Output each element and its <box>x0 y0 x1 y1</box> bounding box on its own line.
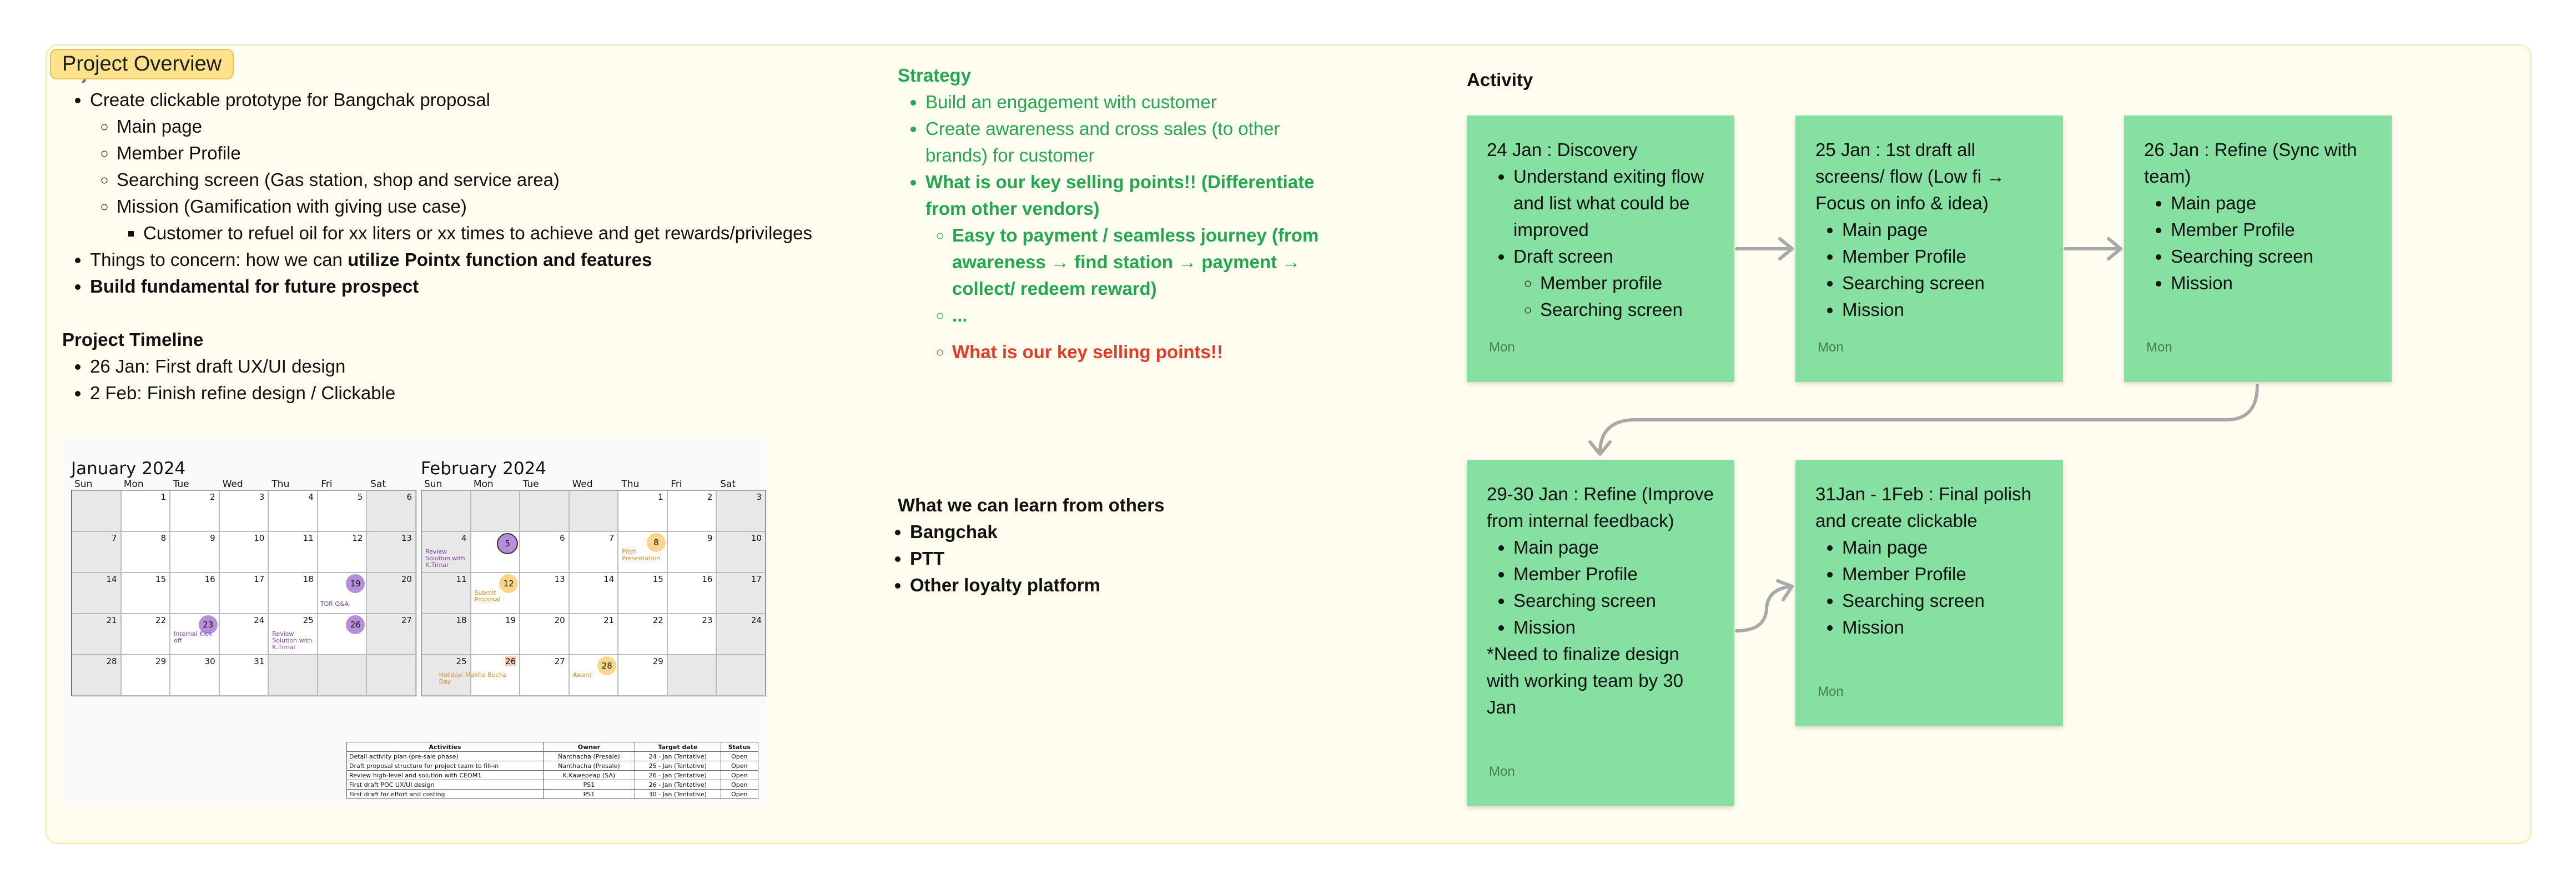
calendar-day-cell <box>72 490 121 531</box>
list-item: • Mission <box>2171 270 2372 297</box>
calendar-day-cell <box>569 490 618 531</box>
list-item: • Build an engagement with customer <box>925 89 1320 115</box>
calendar-day-cell <box>520 572 569 614</box>
activity-plan-table <box>346 742 758 799</box>
day-number: 22 <box>155 615 167 625</box>
highlighted-day: 23 <box>199 615 218 634</box>
weekday-label: Thu <box>621 479 640 490</box>
day-number: 26 <box>505 656 516 666</box>
day-number: 16 <box>702 574 713 584</box>
day-number: 4 <box>461 533 467 543</box>
day-number: 24 <box>254 615 265 625</box>
list-item: • Understand exiting flow and list what could be improved <box>1513 163 1714 243</box>
list-item-bold-text: utilize Pointx function and features <box>348 249 652 270</box>
day-number: 17 <box>254 574 265 584</box>
sticky-title: 25 Jan : 1st draft all screens/ flow (Low fi → Focus on info & idea) <box>1815 139 2005 213</box>
calendar-day-cell <box>318 572 367 614</box>
day-number: 11 <box>303 533 314 543</box>
table-cell: PS1 <box>544 790 635 799</box>
calendar-day-cell <box>520 490 569 531</box>
weekday-label: Mon <box>123 479 144 490</box>
calendar-day-cell <box>318 531 367 572</box>
day-number: 10 <box>254 533 265 543</box>
day-number: 6 <box>406 492 412 502</box>
sticky-author: Mon <box>1818 340 1844 355</box>
calendar-day-cell <box>170 572 219 614</box>
list-item: • PTT <box>910 545 1320 572</box>
day-number: 17 <box>751 574 762 584</box>
calendar-day-cell <box>121 655 170 696</box>
day-number: 18 <box>303 574 314 584</box>
list-item: • Draft screen <box>1513 243 1714 270</box>
list-item: • Member Profile <box>1842 243 2043 270</box>
list-item: ◦ Member profile <box>1540 270 1714 297</box>
day-number: 19 <box>505 615 516 625</box>
column-header: Owner <box>544 742 635 752</box>
calendar-day-cell <box>121 490 170 531</box>
calendar-day-cell <box>421 572 471 614</box>
strategy-block <box>898 62 1320 365</box>
table-cell: Detail activity plan (pre-sale phase) <box>347 752 544 761</box>
column-header: Target date <box>635 742 721 752</box>
table-cell: Open <box>721 780 758 790</box>
calendar-event-note: TOR Q&A <box>320 600 349 607</box>
sticky-title: 31Jan - 1Feb : Final polish and create clickable <box>1815 484 2031 531</box>
day-number: 25 <box>456 656 467 666</box>
day-number: 20 <box>554 615 565 625</box>
calendar-day-cell <box>219 490 269 531</box>
calendar-day-cell <box>667 572 717 614</box>
day-number: 22 <box>652 615 663 625</box>
calendar-day-cell <box>421 614 471 655</box>
day-number: 16 <box>204 574 215 584</box>
highlighted-day: 26 <box>346 615 365 634</box>
project-timeline <box>62 327 562 406</box>
day-number: 7 <box>608 533 615 543</box>
calendar-image[interactable] <box>62 438 767 804</box>
sticky-note[interactable] <box>2124 115 2392 382</box>
calendar-day-cell <box>72 655 121 696</box>
calendar-grid <box>71 490 416 696</box>
sticky-author: Mon <box>2146 340 2172 355</box>
list-item: • Other loyalty platform <box>910 572 1320 599</box>
weekday-header <box>71 479 416 490</box>
table-header-row <box>347 742 758 752</box>
list-item: ◦ Main page <box>117 113 867 140</box>
calendar-day-cell <box>72 614 121 655</box>
calendar-day-cell <box>268 655 318 696</box>
calendar-day-cell <box>667 614 717 655</box>
day-number: 28 <box>106 656 117 666</box>
calendar-january <box>71 459 416 696</box>
calendar-day-cell <box>716 490 766 531</box>
sticky-title: 26 Jan : Refine (Sync with team) <box>2144 139 2357 187</box>
calendar-day-cell <box>318 490 367 531</box>
weekday-label: Sun <box>74 479 93 490</box>
learn-heading: What we can learn from others <box>898 495 1165 515</box>
calendar-day-cell <box>618 614 667 655</box>
calendar-february <box>421 459 766 696</box>
day-number: 15 <box>652 574 663 584</box>
calendar-day-cell <box>667 655 717 696</box>
table-cell: Nanthacha (Presale) <box>544 752 635 761</box>
column-header: Status <box>721 742 758 752</box>
table-cell: 30 - Jan (Tentative) <box>635 790 721 799</box>
weekday-label: Fri <box>321 479 333 490</box>
table-cell: Open <box>721 771 758 780</box>
list-item: ◦ Mission (Gamification with giving use case) <box>117 193 867 220</box>
list-item: • Create clickable prototype for Bangchak proposal <box>90 87 867 113</box>
list-item: ◦ Searching screen (Gas station, shop and service area) <box>117 167 867 193</box>
sticky-footer-note: *Need to finalize design with working team by 30 Jan <box>1487 644 1683 717</box>
sticky-author: Mon <box>1489 764 1515 779</box>
calendar-day-cell <box>268 531 318 572</box>
list-item: • Mission <box>1842 297 2043 323</box>
sticky-note[interactable] <box>1795 460 2063 726</box>
weekday-label: Wed <box>572 479 593 490</box>
list-item: ◦ Searching screen <box>1540 297 1714 323</box>
list-item: • Mission <box>1513 614 1714 641</box>
weekday-label: Thu <box>271 479 290 490</box>
table-cell: Open <box>721 790 758 799</box>
list-item: ◦ What is our key selling points!! <box>952 339 1320 365</box>
calendar-day-cell <box>471 614 520 655</box>
highlighted-day: 12 <box>499 574 518 593</box>
sticky-author: Mon <box>1818 684 1844 699</box>
highlighted-day: 28 <box>597 656 616 675</box>
list-item: • Bangchak <box>910 519 1320 545</box>
calendar-day-cell <box>170 655 219 696</box>
day-number: 9 <box>210 533 215 543</box>
day-number: 10 <box>751 533 762 543</box>
day-number: 15 <box>155 574 167 584</box>
sticky-note[interactable] <box>1467 115 1734 382</box>
weekday-label: Tue <box>522 479 539 490</box>
calendar-day-cell <box>366 572 416 614</box>
calendar-event-note: Pitch Presentation <box>622 548 661 562</box>
calendar-event-note: Review Solution with K.Tirnai <box>272 630 312 651</box>
list-item: ◦ ... <box>952 302 1320 329</box>
table-cell: Draft proposal structure for project team to fill-in <box>347 761 544 771</box>
day-number: 9 <box>707 533 713 543</box>
learn-block <box>898 492 1320 599</box>
list-item: • Main page <box>1842 534 2043 561</box>
calendar-day-cell <box>716 531 766 572</box>
calendar-day-cell <box>667 490 717 531</box>
calendar-day-cell <box>366 490 416 531</box>
calendar-day-cell <box>716 572 766 614</box>
table-cell: PS1 <box>544 780 635 790</box>
calendar-day-cell <box>170 490 219 531</box>
day-number: 13 <box>401 533 412 543</box>
objective-list <box>62 87 867 300</box>
month-title: January 2024 <box>71 459 186 479</box>
calendar-day-cell <box>318 655 367 696</box>
calendar-day-cell <box>618 572 667 614</box>
day-number: 2 <box>707 492 713 502</box>
sticky-note[interactable] <box>1795 115 2063 382</box>
highlighted-day: 8 <box>647 533 666 552</box>
list-item: • Main page <box>1842 217 2043 243</box>
calendar-day-cell <box>121 572 170 614</box>
list-item: • What is our key selling points!! (Differentiate from other vendors) <box>925 169 1320 222</box>
table-row <box>347 790 758 799</box>
weekday-label: Wed <box>222 479 243 490</box>
calendar-day-cell <box>219 572 269 614</box>
day-number: 14 <box>603 574 615 584</box>
day-number: 27 <box>554 656 565 666</box>
table-row <box>347 780 758 790</box>
calendar-day-cell <box>569 572 618 614</box>
weekday-header <box>421 479 766 490</box>
list-item: • Member Profile <box>2171 217 2372 243</box>
list-item: • Member Profile <box>1842 561 2043 587</box>
table-cell: Open <box>721 761 758 771</box>
calendar-day-cell <box>520 531 569 572</box>
calendar-day-cell <box>667 531 717 572</box>
list-item: • 2 Feb: Finish refine design / Clickable <box>90 380 562 406</box>
list-item: • Build fundamental for future prospect <box>90 273 867 300</box>
calendar-event-note: Holiday: Makha Bucha Day <box>439 671 507 685</box>
calendar-day-cell <box>471 572 520 614</box>
calendar-day-cell <box>366 655 416 696</box>
table-cell: Open <box>721 752 758 761</box>
table-cell: Nanthacha (Presale) <box>544 761 635 771</box>
sticky-author: Mon <box>1489 340 1515 355</box>
calendar-day-cell <box>268 614 318 655</box>
calendar-day-cell <box>520 614 569 655</box>
day-number: 31 <box>254 656 265 666</box>
month-title: February 2024 <box>421 459 547 479</box>
list-item: ◦ Member Profile <box>117 140 867 167</box>
calendar-day-cell <box>318 614 367 655</box>
activity-heading: Activity <box>1467 69 1533 90</box>
calendar-event-note: Award <box>572 671 592 679</box>
list-item: • Create awareness and cross sales (to other brands) for customer <box>925 115 1320 169</box>
day-number: 23 <box>702 615 713 625</box>
day-number: 2 <box>210 492 215 502</box>
day-number: 3 <box>756 492 762 502</box>
calendar-day-cell <box>219 531 269 572</box>
list-item: • Searching screen <box>2171 243 2372 270</box>
list-item: • 26 Jan: First draft UX/UI design <box>90 353 562 380</box>
calendar-day-cell <box>170 531 219 572</box>
section-title[interactable]: Project Overview <box>50 49 234 79</box>
table-cell: 26 - Jan (Tentative) <box>635 780 721 790</box>
day-number: 8 <box>160 533 167 543</box>
sticky-title: 24 Jan : Discovery <box>1487 139 1638 160</box>
table-cell: Review high-level and solution with CEOM1 <box>347 771 544 780</box>
day-number: 18 <box>456 615 467 625</box>
list-item: • Searching screen <box>1842 587 2043 614</box>
day-number: 21 <box>106 615 117 625</box>
calendar-day-cell <box>618 531 667 572</box>
table-cell: First draft POC UX/UI design <box>347 780 544 790</box>
calendar-day-cell <box>716 655 766 696</box>
calendar-day-cell <box>268 490 318 531</box>
day-number: 29 <box>652 656 663 666</box>
weekday-label: Tue <box>173 479 189 490</box>
strategy-heading: Strategy <box>898 65 972 86</box>
day-number: 6 <box>560 533 565 543</box>
day-number: 1 <box>658 492 663 502</box>
calendar-day-cell <box>618 655 667 696</box>
calendar-day-cell <box>219 614 269 655</box>
calendar-event-note: Submit Proposal <box>474 589 501 603</box>
calendar-day-cell <box>569 655 618 696</box>
day-number: 5 <box>357 492 363 502</box>
day-number: 30 <box>204 656 215 666</box>
list-item: • Searching screen <box>1513 587 1714 614</box>
weekday-label: Sat <box>370 479 386 490</box>
calendar-day-cell <box>421 531 471 572</box>
list-item: • Mission <box>1842 614 2043 641</box>
table-row <box>347 771 758 780</box>
calendar-day-cell <box>520 655 569 696</box>
calendar-day-cell <box>618 490 667 531</box>
day-number: 21 <box>603 615 615 625</box>
list-item: • Member Profile <box>1513 561 1714 587</box>
day-number: 3 <box>259 492 265 502</box>
day-number: 1 <box>160 492 167 502</box>
timeline-heading: Project Timeline <box>62 329 204 350</box>
list-item-text: Things to concern: how we can <box>90 249 348 270</box>
highlighted-day: 19 <box>346 574 365 593</box>
weekday-label: Sun <box>424 479 442 490</box>
table-row <box>347 761 758 771</box>
list-item: • Main page <box>1513 534 1714 561</box>
calendar-day-cell <box>366 531 416 572</box>
day-number: 27 <box>401 615 412 625</box>
list-item: • Main page <box>2171 190 2372 217</box>
calendar-day-cell <box>72 531 121 572</box>
calendar-day-cell <box>569 531 618 572</box>
list-item: • Searching screen <box>1842 270 2043 297</box>
calendar-day-cell <box>121 614 170 655</box>
calendar-day-cell <box>268 572 318 614</box>
day-number: 25 <box>303 615 314 625</box>
day-number: 7 <box>112 533 117 543</box>
weekday-label: Fri <box>671 479 682 490</box>
table-cell: First draft for effort and costing <box>347 790 544 799</box>
day-number: 14 <box>106 574 117 584</box>
sticky-title: 29-30 Jan : Refine (Improve from internal feedback) <box>1487 484 1714 531</box>
calendar-day-cell <box>121 531 170 572</box>
column-header: Activities <box>347 742 544 752</box>
weekday-label: Mon <box>473 479 494 490</box>
calendar-day-cell <box>366 614 416 655</box>
calendar-day-cell <box>219 655 269 696</box>
list-item: ▪ Customer to refuel oil for xx liters or xx times to achieve and get rewards/privileges <box>143 220 867 247</box>
day-number: 20 <box>401 574 412 584</box>
calendar-grid <box>421 490 766 696</box>
table-row <box>347 752 758 761</box>
day-number: 4 <box>308 492 314 502</box>
table-cell: K.Kawepeap (SA) <box>544 771 635 780</box>
list-item <box>90 247 867 273</box>
sticky-note[interactable] <box>1467 460 1734 806</box>
calendar-day-cell <box>471 531 520 572</box>
calendar-event-note: Review Solution with K.Tirnai <box>425 548 465 569</box>
calendar-day-cell <box>72 572 121 614</box>
calendar-day-cell <box>421 490 471 531</box>
table-cell: 25 - Jan (Tentative) <box>635 761 721 771</box>
calendar-day-cell <box>170 614 219 655</box>
highlighted-day: 5 <box>497 533 518 554</box>
calendar-day-cell <box>471 490 520 531</box>
list-item: ◦ Easy to payment / seamless journey (from awareness → find station → payment → collect/ redeem reward) <box>952 222 1320 302</box>
weekday-label: Sat <box>720 479 736 490</box>
day-number: 24 <box>751 615 762 625</box>
calendar-day-cell <box>716 614 766 655</box>
day-number: 13 <box>554 574 565 584</box>
day-number: 11 <box>456 574 467 584</box>
calendar-event-note: Internal Kick off <box>174 630 212 644</box>
day-number: 12 <box>352 533 363 543</box>
table-cell: 24 - Jan (Tentative) <box>635 752 721 761</box>
table-cell: 26 - Jan (Tentative) <box>635 771 721 780</box>
day-number: 29 <box>155 656 167 666</box>
calendar-day-cell <box>569 614 618 655</box>
